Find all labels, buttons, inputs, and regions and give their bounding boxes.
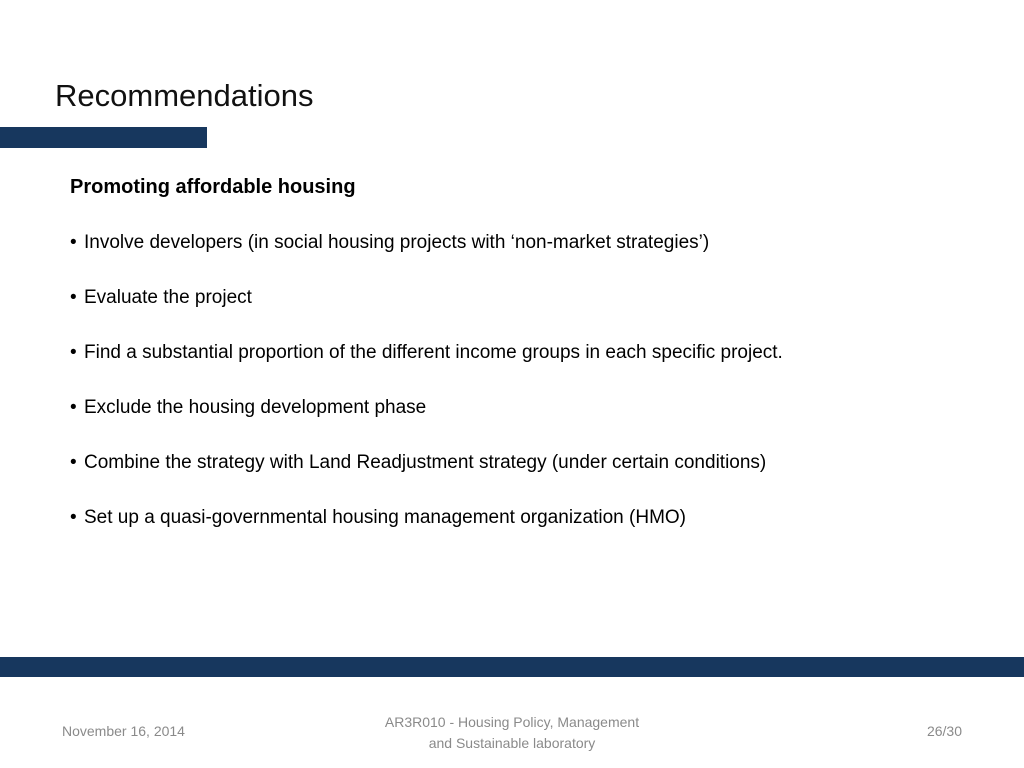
bullet-icon: • bbox=[70, 452, 77, 473]
bullet-text: Exclude the housing development phase bbox=[84, 397, 427, 418]
bullet-text: Combine the strategy with Land Readjustment strategy (under certain conditions) bbox=[84, 452, 767, 473]
bullet-item bbox=[70, 504, 950, 532]
bullet-item bbox=[70, 339, 950, 367]
bullet-icon: • bbox=[70, 232, 77, 253]
bullet-text: Find a substantial proportion of the different income groups in each specific project. bbox=[84, 342, 783, 363]
bullet-text: Involve developers (in social housing projects with ‘non-market strategies’) bbox=[84, 232, 710, 253]
footer-accent-bar bbox=[0, 657, 1024, 677]
bullet-icon: • bbox=[70, 287, 77, 308]
footer-date: November 16, 2014 bbox=[62, 723, 185, 739]
footer-course-line1: AR3R010 - Housing Policy, Management bbox=[384, 714, 640, 730]
bullet-icon: • bbox=[70, 397, 77, 418]
bullet-item bbox=[70, 229, 950, 257]
page-number: 26/30 bbox=[926, 723, 962, 739]
bullet-item bbox=[70, 394, 950, 422]
title-accent-bar bbox=[0, 127, 207, 148]
bullet-icon: • bbox=[70, 342, 77, 363]
bullet-item bbox=[70, 284, 950, 312]
bullet-text: Set up a quasi-governmental housing management organization (HMO) bbox=[84, 507, 686, 528]
bullet-list bbox=[70, 229, 950, 532]
bullet-text: Evaluate the project bbox=[84, 287, 252, 308]
slide-content bbox=[70, 172, 950, 559]
section-heading: Promoting affordable housing bbox=[70, 176, 356, 198]
bullet-item bbox=[70, 449, 950, 477]
footer-course-line2: and Sustainable laboratory bbox=[428, 735, 596, 751]
slide-title: Recommendations bbox=[55, 78, 314, 113]
footer-course-title bbox=[362, 712, 662, 754]
bullet-icon: • bbox=[70, 507, 77, 528]
